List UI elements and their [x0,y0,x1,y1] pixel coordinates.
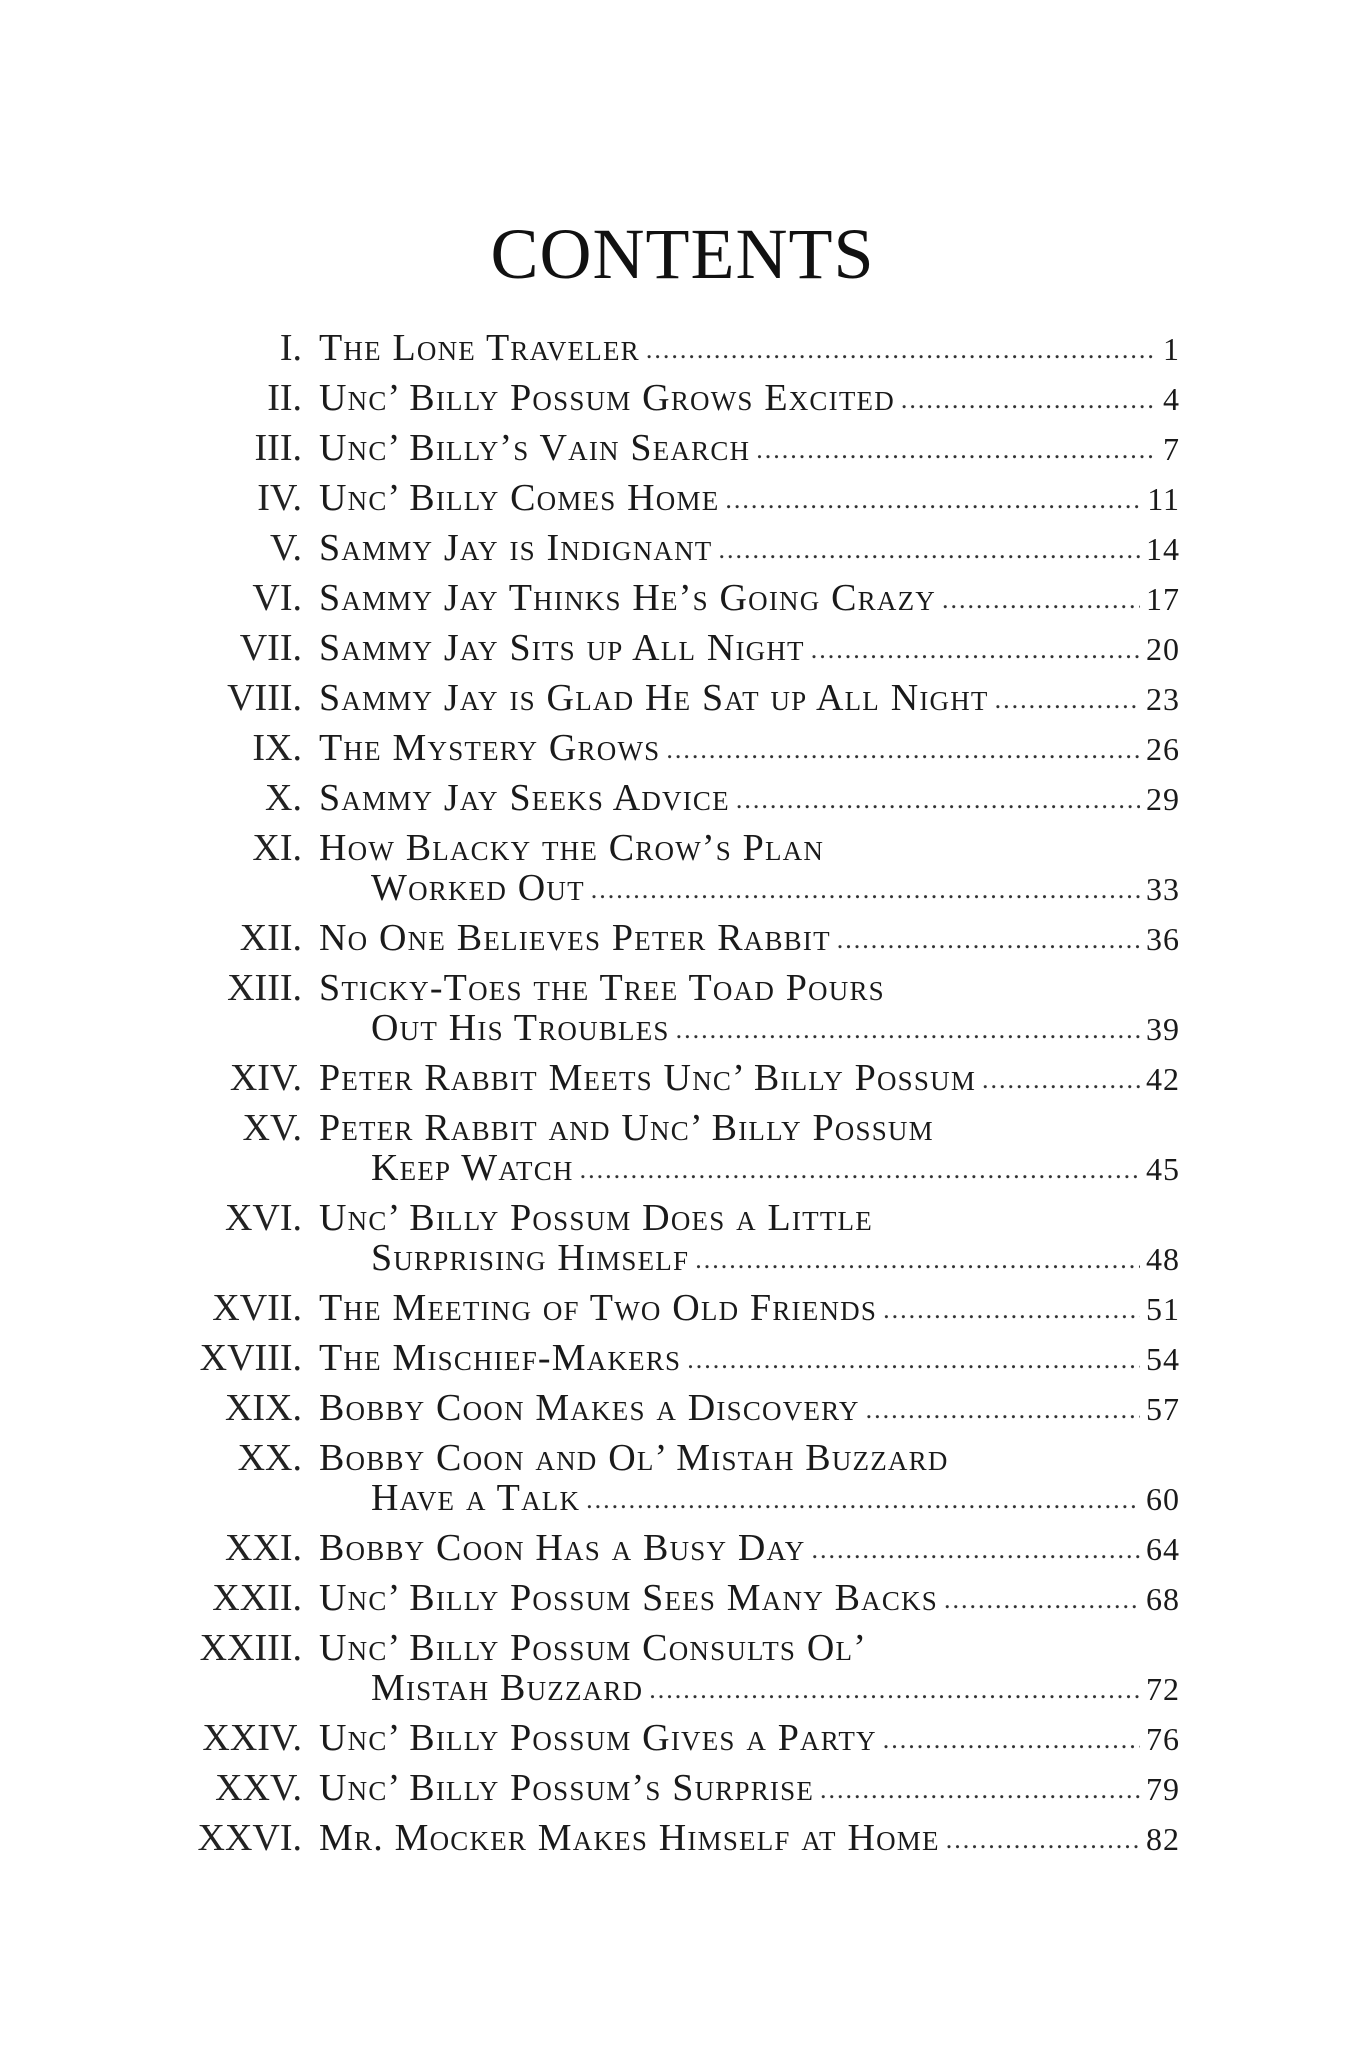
chapter-title-line [319,1438,1180,1478]
chapter-title: No One Believes Peter Rabbit [319,917,831,959]
page-number: 20 [1146,631,1180,667]
chapter-numeral: XXV. [215,1767,302,1809]
page-number: 4 [1163,381,1180,417]
dot-leader [883,1720,1140,1760]
dot-leader [901,380,1157,420]
chapter-title: Unc’ Billy Possum Gives a Party [319,1717,877,1759]
toc-entry[interactable] [180,1768,1180,1808]
chapter-numeral: I. [279,327,302,369]
chapter-title-line [319,578,1180,618]
chapter-title-block [319,1768,1180,1808]
chapter-title-line [319,1718,1180,1758]
chapter-numeral: XXIII. [199,1627,302,1669]
dot-leader [756,430,1157,470]
page-number: 72 [1146,1671,1180,1707]
page-number: 1 [1163,331,1180,367]
page-number: 79 [1146,1771,1180,1807]
toc-entry[interactable] [180,328,1180,368]
dot-leader [725,480,1141,520]
chapter-title: Out His Troubles [371,1007,670,1049]
chapter-title-block [319,428,1180,468]
toc-entry[interactable] [180,1108,1180,1188]
toc-entry[interactable] [180,728,1180,768]
toc-entry[interactable] [180,828,1180,908]
toc-entry[interactable] [180,918,1180,958]
chapter-numeral: XV. [242,1107,302,1149]
toc-entry[interactable] [180,578,1180,618]
toc-entry[interactable] [180,1058,1180,1098]
chapter-title-line [319,478,1180,518]
dot-leader [649,1670,1140,1710]
chapter-title-block [319,1818,1180,1858]
chapter-numeral: XX. [237,1437,302,1479]
chapter-numeral: V. [269,527,302,569]
chapter-title-block [319,1108,1180,1188]
chapter-title: Bobby Coon and Ol’ Mistah Buzzard [319,1437,949,1479]
page-number: 54 [1146,1341,1180,1377]
chapter-title: Unc’ Billy Possum Does a Little [319,1197,873,1239]
chapter-numeral: XIX. [224,1387,302,1429]
chapter-title-continuation [319,1238,1180,1278]
chapter-title: Unc’ Billy Possum Grows Excited [319,377,895,419]
chapter-title-block [319,968,1180,1048]
chapter-title-line [319,1288,1180,1328]
page-number: 57 [1146,1391,1180,1427]
chapter-numeral: XXIV. [202,1717,302,1759]
toc-entry[interactable] [180,1338,1180,1378]
chapter-title-block [319,1198,1180,1278]
chapter-title-line [319,968,1180,1008]
toc-entry[interactable] [180,778,1180,818]
dot-leader [982,1060,1140,1100]
chapter-title: Peter Rabbit and Unc’ Billy Possum [319,1107,934,1149]
page-number: 45 [1146,1151,1180,1187]
chapter-title: The Meeting of Two Old Friends [319,1287,878,1329]
chapter-title-block [319,1288,1180,1328]
chapter-title-line [319,728,1180,768]
chapter-numeral: XII. [239,917,302,959]
chapter-title: Mr. Mocker Makes Himself at Home [319,1817,940,1859]
chapter-title-line [319,1198,1180,1238]
chapter-title-line [319,828,1180,868]
toc-entry[interactable] [180,628,1180,668]
chapter-title-continuation [319,1478,1180,1518]
chapter-title-block [319,1388,1180,1428]
chapter-title-line [319,528,1180,568]
chapter-title-line [319,428,1180,468]
dot-leader [942,580,1140,620]
chapter-numeral: XXI. [224,1527,302,1569]
chapter-title-block [319,1718,1180,1758]
toc-entry[interactable] [180,1578,1180,1618]
chapter-title-block [319,628,1180,668]
chapter-title: The Mischief-Makers [319,1337,682,1379]
chapter-title-block [319,828,1180,908]
toc-entry[interactable] [180,1438,1180,1518]
chapter-title-block [319,528,1180,568]
chapter-title: Surprising Himself [371,1237,690,1279]
chapter-title: Sticky-Toes the Tree Toad Pours [319,967,885,1009]
chapter-title-line [319,328,1180,368]
toc-entry[interactable] [180,1628,1180,1708]
chapter-title-block [319,1058,1180,1098]
page-number: 42 [1146,1061,1180,1097]
page-number: 76 [1146,1721,1180,1757]
page-number: 33 [1146,871,1180,907]
page-number: 39 [1146,1011,1180,1047]
dot-leader [580,1150,1140,1190]
chapter-title-line [319,918,1180,958]
chapter-title-block [319,1338,1180,1378]
dot-leader [591,870,1140,910]
page-title: CONTENTS [490,214,875,294]
toc-entry[interactable] [180,1288,1180,1328]
chapter-title-block [319,378,1180,418]
chapter-title-line [319,1578,1180,1618]
dot-leader [646,330,1157,370]
chapter-title-line [319,1338,1180,1378]
chapter-title-block [319,478,1180,518]
chapter-title: Sammy Jay Sits up All Night [319,627,805,669]
chapter-numeral: XIV. [229,1057,302,1099]
page-number: 26 [1146,731,1180,767]
chapter-title-block [319,1528,1180,1568]
toc-entry[interactable] [180,1388,1180,1428]
chapter-numeral: IV. [257,477,302,519]
chapter-title-line [319,1768,1180,1808]
toc-entry[interactable] [180,678,1180,718]
chapter-numeral: XIII. [227,967,302,1009]
toc-entry[interactable] [180,1528,1180,1568]
chapter-title-block [319,728,1180,768]
chapter-numeral: VIII. [227,677,302,719]
chapter-title-continuation [319,1008,1180,1048]
page-number: 60 [1146,1481,1180,1517]
chapter-numeral: X. [265,777,302,819]
chapter-title: Unc’ Billy Possum Consults Ol’ [319,1627,868,1669]
table-of-contents [180,328,1180,1868]
dot-leader [666,730,1140,770]
dot-leader [883,1290,1140,1330]
chapter-numeral: XXVI. [197,1817,302,1859]
toc-entry[interactable] [180,1718,1180,1758]
chapter-title-line [319,1818,1180,1858]
chapter-title-block [319,1628,1180,1708]
chapter-title-block [319,328,1180,368]
page-number: 51 [1146,1291,1180,1327]
page-number: 23 [1146,681,1180,717]
chapter-title-block [319,1578,1180,1618]
chapter-title-line [319,778,1180,818]
dot-leader [586,1480,1140,1520]
chapter-numeral: XVI. [224,1197,302,1239]
toc-entry[interactable] [180,478,1180,518]
chapter-title: The Lone Traveler [319,327,640,369]
dot-leader [695,1240,1140,1280]
dot-leader [837,920,1140,960]
chapter-title: Bobby Coon Makes a Discovery [319,1387,860,1429]
toc-entry[interactable] [180,1818,1180,1858]
chapter-title: The Mystery Grows [319,727,661,769]
chapter-title-block [319,678,1180,718]
chapter-title: Worked Out [371,867,585,909]
dot-leader [866,1390,1140,1430]
dot-leader [995,680,1140,720]
chapter-title: Sammy Jay is Indignant [319,527,713,569]
toc-entry[interactable] [180,1198,1180,1278]
chapter-title: Keep Watch [371,1147,574,1189]
dot-leader [811,630,1140,670]
chapter-numeral: VI. [252,577,302,619]
chapter-title-continuation [319,1148,1180,1188]
chapter-numeral: IX. [252,727,302,769]
chapter-title: Sammy Jay Seeks Advice [319,777,730,819]
page-number: 11 [1147,481,1180,517]
chapter-title: Have a Talk [371,1477,581,1519]
toc-entry[interactable] [180,428,1180,468]
chapter-title: Mistah Buzzard [371,1667,644,1709]
chapter-title-line [319,378,1180,418]
chapter-numeral: II. [267,377,302,419]
chapter-numeral: III. [254,427,302,469]
chapter-title: How Blacky the Crow’s Plan [319,827,825,869]
chapter-title-line [319,678,1180,718]
dot-leader [811,1530,1140,1570]
chapter-title-line [319,1108,1180,1148]
dot-leader [719,530,1141,570]
chapter-title-block [319,778,1180,818]
page-number: 14 [1146,531,1180,567]
chapter-title: Sammy Jay Thinks He’s Going Crazy [319,577,936,619]
chapter-title: Unc’ Billy’s Vain Search [319,427,751,469]
chapter-title-continuation [319,1668,1180,1708]
page-number: 7 [1163,431,1180,467]
chapter-numeral: XVIII. [199,1337,302,1379]
dot-leader [687,1340,1140,1380]
page-number: 29 [1146,781,1180,817]
dot-leader [820,1770,1140,1810]
toc-entry[interactable] [180,968,1180,1048]
chapter-title: Unc’ Billy Possum’s Surprise [319,1767,815,1809]
chapter-title: Unc’ Billy Comes Home [319,477,720,519]
dot-leader [946,1820,1140,1860]
chapter-title-line [319,628,1180,668]
toc-entry[interactable] [180,528,1180,568]
chapter-title-line [319,1388,1180,1428]
chapter-title-block [319,918,1180,958]
chapter-title-continuation [319,868,1180,908]
chapter-title: Sammy Jay is Glad He Sat up All Night [319,677,989,719]
dot-leader [944,1580,1140,1620]
page-number: 17 [1146,581,1180,617]
chapter-title-block [319,1438,1180,1518]
chapter-title-line [319,1528,1180,1568]
page-number: 48 [1146,1241,1180,1277]
chapter-title: Peter Rabbit Meets Unc’ Billy Possum [319,1057,977,1099]
chapter-numeral: XI. [252,827,302,869]
dot-leader [736,780,1140,820]
page-number: 64 [1146,1531,1180,1567]
chapter-title: Unc’ Billy Possum Sees Many Backs [319,1577,938,1619]
toc-entry[interactable] [180,378,1180,418]
chapter-numeral: XVII. [212,1287,302,1329]
dot-leader [676,1010,1140,1050]
page-number: 82 [1146,1821,1180,1857]
page-number: 36 [1146,921,1180,957]
chapter-title-line [319,1628,1180,1668]
chapter-numeral: VII. [239,627,302,669]
chapter-title: Bobby Coon Has a Busy Day [319,1527,806,1569]
chapter-numeral: XXII. [212,1577,302,1619]
page-number: 68 [1146,1581,1180,1617]
chapter-title-line [319,1058,1180,1098]
chapter-title-block [319,578,1180,618]
